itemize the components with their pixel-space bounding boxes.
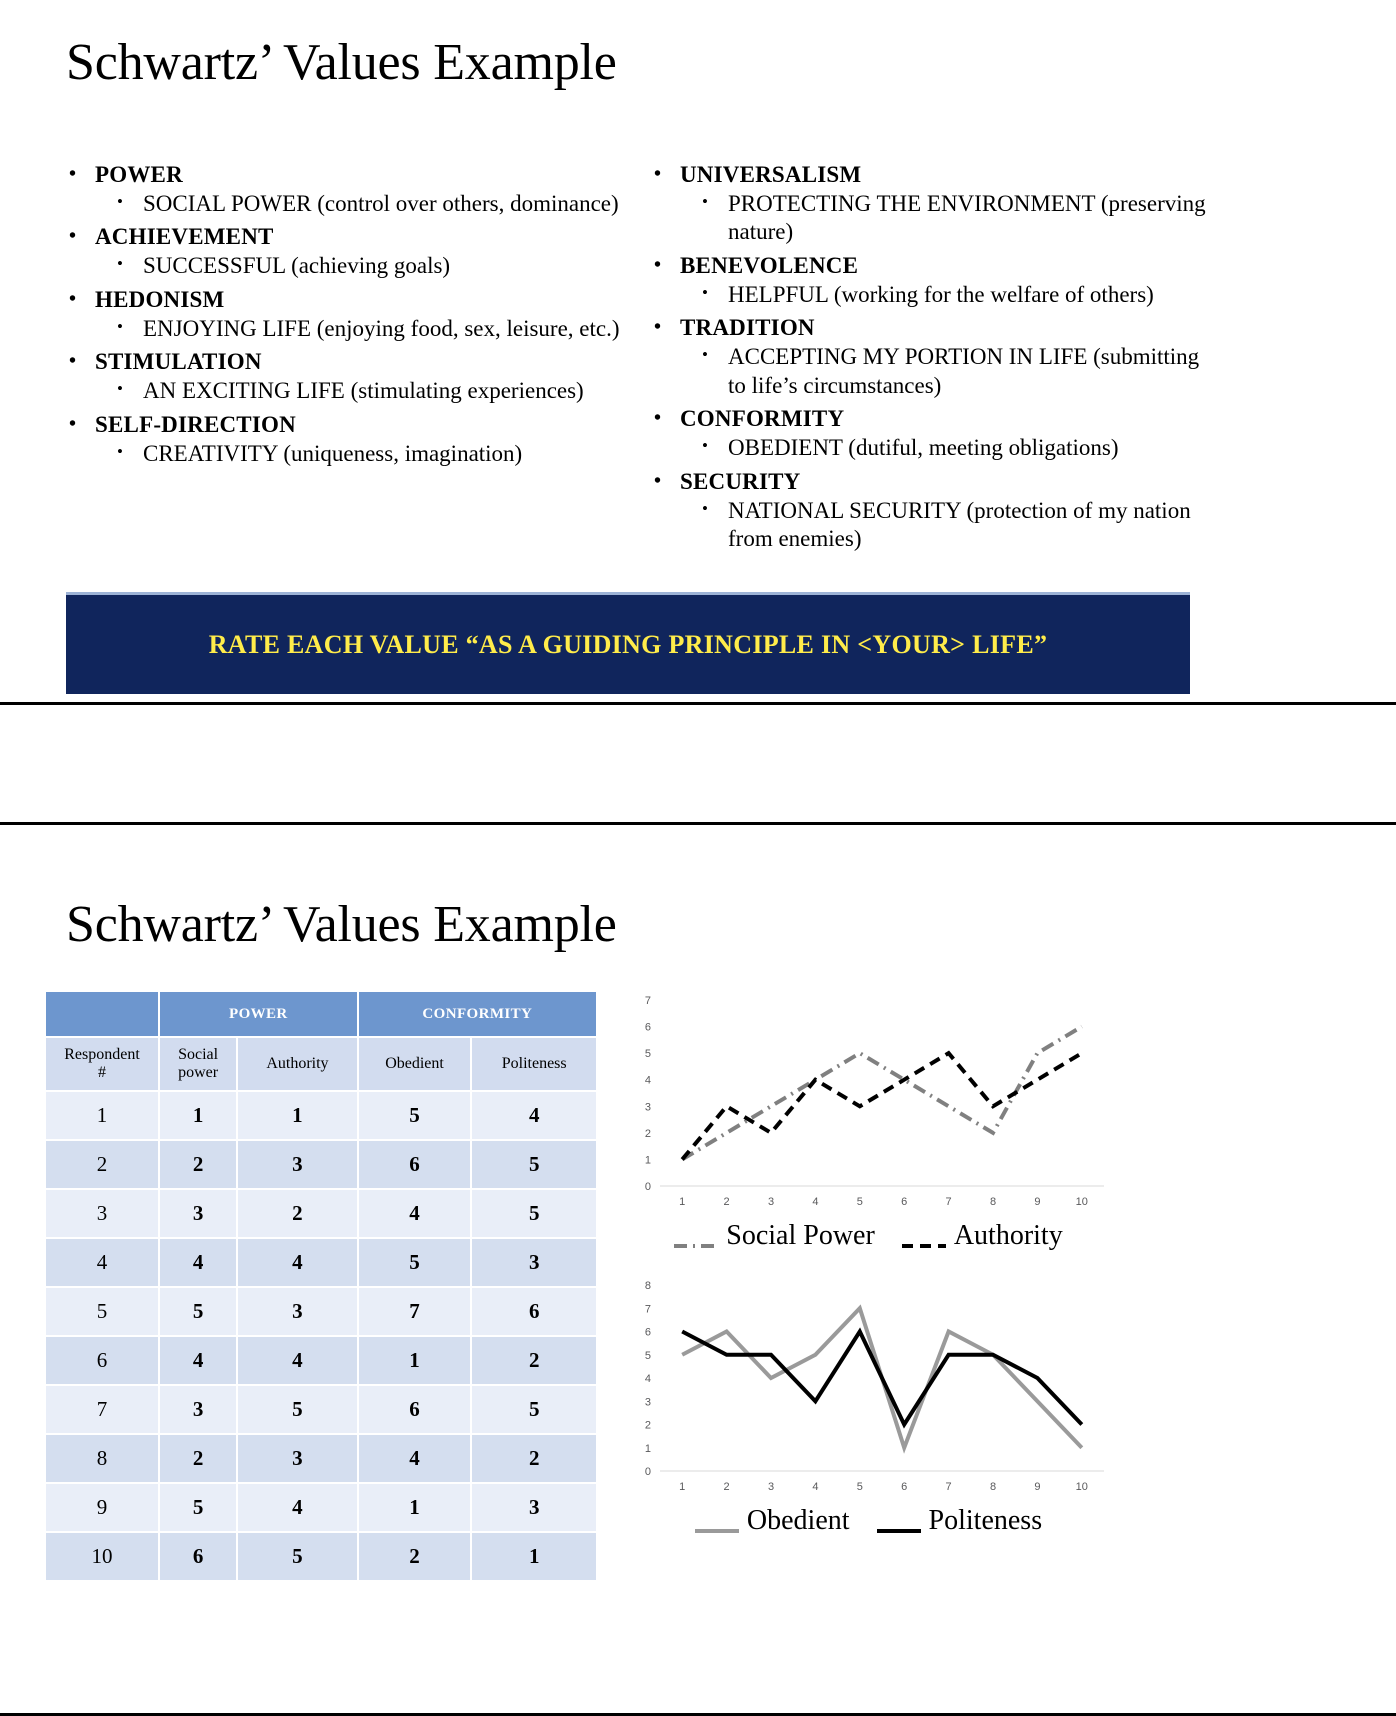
x-axis-tick-label: 9 (1034, 1481, 1041, 1493)
x-axis-tick-label: 2 (723, 1196, 730, 1208)
table-cell-value: 6 (359, 1141, 471, 1188)
table-cell-respondent: 10 (46, 1533, 158, 1580)
x-axis-tick-label: 4 (812, 1481, 819, 1493)
value-group (640, 404, 1220, 462)
table-cell-value: 2 (160, 1141, 236, 1188)
value-item-text: • ACCEPTING MY PORTION IN LIFE (submitting to life’s circumstances) (728, 343, 1220, 400)
legend-line-icon (876, 1524, 922, 1538)
value-group (640, 313, 1220, 400)
list-item (680, 434, 1220, 463)
table-cell-value: 2 (472, 1435, 596, 1482)
x-axis-tick-label: 1 (679, 1481, 686, 1493)
value-item-text: • HELPFUL (working for the welfare of others) (728, 281, 1220, 310)
table-cell-value: 6 (160, 1533, 236, 1580)
value-group (55, 347, 635, 405)
series-line-social-power (682, 1027, 1082, 1160)
table-cell-value: 2 (472, 1337, 596, 1384)
value-group-items (95, 377, 635, 406)
table-row (46, 1141, 596, 1188)
table-cell-value: 4 (472, 1092, 596, 1139)
list-item (680, 497, 1220, 554)
x-axis-tick-label: 7 (945, 1481, 952, 1493)
table-cell-respondent: 8 (46, 1435, 158, 1482)
list-item (95, 315, 635, 344)
value-group-heading: • BENEVOLENCE (680, 251, 1220, 281)
value-group-items (95, 315, 635, 344)
table-cell-value: 5 (472, 1190, 596, 1237)
value-group-items (680, 281, 1220, 310)
list-item (95, 440, 635, 469)
legend-swatch (673, 1229, 719, 1243)
value-item-text: • ENJOYING LIFE (enjoying food, sex, leisure, etc.) (143, 315, 635, 344)
value-item-text: • PROTECTING THE ENVIRONMENT (preserving nature) (728, 190, 1220, 247)
value-group (55, 285, 635, 343)
table-row (46, 1190, 596, 1237)
values-left-column (55, 160, 635, 558)
power-ratings-chart (618, 990, 1118, 1280)
table-cell-value: 2 (359, 1533, 471, 1580)
table-column-header: Politeness (472, 1038, 596, 1090)
slide-schwartz-values-table (0, 825, 1396, 1716)
x-axis-tick-label: 7 (945, 1196, 952, 1208)
legend-swatch (694, 1514, 740, 1528)
legend-swatch (876, 1514, 922, 1528)
table-cell-value: 3 (472, 1239, 596, 1286)
value-group-heading: • SELF-DIRECTION (95, 410, 635, 440)
table-cell-value: 6 (472, 1288, 596, 1335)
values-list-left (55, 160, 635, 468)
value-group-items (680, 343, 1220, 400)
table-cell-value: 1 (160, 1092, 236, 1139)
value-item-text: • SUCCESSFUL (achieving goals) (143, 252, 635, 281)
table-cell-value: 2 (238, 1190, 357, 1237)
legend-label: Obedient (746, 1505, 850, 1536)
table-group-header-blank (46, 992, 158, 1036)
x-axis-tick-label: 9 (1034, 1196, 1041, 1208)
y-axis-tick-label: 0 (644, 1181, 651, 1193)
y-axis-tick-label: 6 (644, 1021, 651, 1034)
y-axis-tick-label: 2 (644, 1127, 651, 1140)
y-axis-tick-label: 4 (644, 1373, 651, 1385)
value-group (55, 410, 635, 468)
legend-item (694, 1505, 850, 1537)
value-group (640, 251, 1220, 309)
x-axis-tick-label: 8 (989, 1481, 997, 1493)
table-cell-value: 1 (359, 1337, 471, 1384)
page-title: Schwartz’ Values Example (66, 34, 617, 91)
y-axis-tick-label: 5 (644, 1349, 651, 1362)
list-item (95, 252, 635, 281)
table-group-header-row (46, 992, 596, 1036)
table-cell-respondent: 6 (46, 1337, 158, 1384)
table-group-header: CONFORMITY (359, 992, 596, 1036)
table-cell-value: 1 (359, 1484, 471, 1531)
value-item-text: • OBEDIENT (dutiful, meeting obligations) (728, 434, 1220, 463)
slide-schwartz-values-list (0, 0, 1396, 765)
legend-line-icon (901, 1239, 947, 1253)
table-cell-value: 7 (359, 1288, 471, 1335)
y-axis-tick-label: 3 (644, 1396, 651, 1409)
value-group-items (680, 434, 1220, 463)
table-cell-respondent: 5 (46, 1288, 158, 1335)
line-chart-svg (618, 990, 1118, 1220)
table-row (46, 1092, 596, 1139)
legend-label: Social Power (726, 1220, 875, 1251)
x-axis-tick-label: 1 (679, 1196, 686, 1208)
table-cell-value: 1 (472, 1533, 596, 1580)
y-axis-tick-label: 1 (644, 1442, 651, 1455)
legend-line-icon (673, 1239, 719, 1253)
table-group-header: POWER (160, 992, 357, 1036)
series-line-authority (682, 1053, 1082, 1159)
value-group-heading: • SECURITY (680, 467, 1220, 497)
value-group-heading: • HEDONISM (95, 285, 635, 315)
table-row (46, 1337, 596, 1384)
table-cell-value: 4 (238, 1484, 357, 1531)
value-group-heading: • CONFORMITY (680, 404, 1220, 434)
value-group (640, 160, 1220, 247)
x-axis-tick-label: 2 (723, 1481, 730, 1493)
x-axis-tick-label: 3 (767, 1196, 775, 1208)
table-column-header: Respondent # (46, 1038, 158, 1090)
x-axis-tick-label: 4 (812, 1196, 819, 1208)
legend-swatch (901, 1229, 947, 1243)
legend-item (673, 1220, 875, 1252)
x-axis-tick-label: 6 (901, 1196, 908, 1208)
y-axis-tick-label: 7 (644, 995, 651, 1007)
list-item (95, 377, 635, 406)
value-group-heading: • UNIVERSALISM (680, 160, 1220, 190)
line-chart-svg (618, 1275, 1118, 1505)
table-row (46, 1386, 596, 1433)
value-group-items (95, 440, 635, 469)
table-column-header: Obedient (359, 1038, 471, 1090)
conformity-ratings-chart (618, 1275, 1118, 1565)
table-cell-value: 5 (160, 1484, 236, 1531)
table-cell-value: 5 (238, 1386, 357, 1433)
value-group-items (95, 252, 635, 281)
legend-label: Politeness (928, 1505, 1043, 1536)
value-item-text: • CREATIVITY (uniqueness, imagination) (143, 440, 635, 469)
respondent-ratings-table (44, 990, 598, 1582)
value-item-text: • SOCIAL POWER (control over others, dominance) (143, 190, 635, 219)
table-cell-value: 5 (472, 1386, 596, 1433)
table-cell-value: 5 (160, 1288, 236, 1335)
legend-label: Authority (953, 1220, 1063, 1251)
table-cell-value: 3 (160, 1190, 236, 1237)
y-axis-tick-label: 4 (644, 1074, 651, 1087)
x-axis-tick-label: 5 (856, 1481, 863, 1493)
rate-values-banner (66, 592, 1190, 694)
table-cell-value: 3 (472, 1484, 596, 1531)
table-cell-respondent: 3 (46, 1190, 158, 1237)
table-row (46, 1484, 596, 1531)
table-column-header-row (46, 1038, 596, 1090)
table-row (46, 1288, 596, 1335)
table-cell-value: 1 (238, 1092, 357, 1139)
x-axis-tick-label: 10 (1075, 1196, 1088, 1208)
table-cell-value: 4 (238, 1239, 357, 1286)
legend-line-icon (694, 1524, 740, 1538)
legend-item (901, 1220, 1063, 1252)
table-cell-value: 4 (160, 1337, 236, 1384)
slide-divider-top (0, 702, 1396, 705)
value-group-heading: • POWER (95, 160, 635, 190)
chart-legend (618, 1505, 1118, 1537)
value-group-heading: • STIMULATION (95, 347, 635, 377)
list-item (680, 343, 1220, 400)
table-cell-value: 2 (160, 1435, 236, 1482)
table-cell-value: 6 (359, 1386, 471, 1433)
values-columns (0, 160, 1396, 558)
value-group-heading: • ACHIEVEMENT (95, 222, 635, 252)
y-axis-tick-label: 1 (644, 1154, 651, 1167)
table-cell-value: 3 (238, 1141, 357, 1188)
y-axis-tick-label: 0 (644, 1466, 651, 1478)
table-column-header: Authority (238, 1038, 357, 1090)
value-group-heading: • TRADITION (680, 313, 1220, 343)
list-item (680, 190, 1220, 247)
table-cell-value: 3 (160, 1386, 236, 1433)
page-title-2: Schwartz’ Values Example (66, 896, 617, 953)
value-item-text: • NATIONAL SECURITY (protection of my nation from enemies) (728, 497, 1220, 554)
values-right-column (640, 160, 1220, 558)
x-axis-tick-label: 3 (767, 1481, 775, 1493)
table-row (46, 1435, 596, 1482)
y-axis-tick-label: 3 (644, 1101, 651, 1114)
table-cell-respondent: 1 (46, 1092, 158, 1139)
chart-legend (618, 1220, 1118, 1252)
table-cell-value: 5 (238, 1533, 357, 1580)
value-group (640, 467, 1220, 554)
table-cell-value: 3 (238, 1435, 357, 1482)
table-cell-value: 3 (238, 1288, 357, 1335)
table-cell-value: 4 (238, 1337, 357, 1384)
value-group-items (95, 190, 635, 219)
value-group (55, 160, 635, 218)
list-item (680, 281, 1220, 310)
x-axis-tick-label: 6 (901, 1481, 908, 1493)
value-group-items (680, 497, 1220, 554)
table-column-header: Social power (160, 1038, 236, 1090)
table-cell-respondent: 9 (46, 1484, 158, 1531)
table-cell-value: 5 (359, 1239, 471, 1286)
value-group-items (680, 190, 1220, 247)
banner-text: RATE EACH VALUE “AS A GUIDING PRINCIPLE IN <YOUR> LIFE” (208, 629, 1048, 659)
table-cell-value: 4 (160, 1239, 236, 1286)
y-axis-tick-label: 5 (644, 1048, 651, 1061)
x-axis-tick-label: 8 (989, 1196, 997, 1208)
table-cell-value: 5 (359, 1092, 471, 1139)
table-cell-respondent: 4 (46, 1239, 158, 1286)
value-group (55, 222, 635, 280)
table-cell-respondent: 7 (46, 1386, 158, 1433)
table-cell-respondent: 2 (46, 1141, 158, 1188)
list-item (95, 190, 635, 219)
y-axis-tick-label: 2 (644, 1419, 651, 1432)
table-cell-value: 4 (359, 1435, 471, 1482)
table-cell-value: 5 (472, 1141, 596, 1188)
table-row (46, 1239, 596, 1286)
x-axis-tick-label: 5 (856, 1196, 863, 1208)
values-list-right (640, 160, 1220, 554)
y-axis-tick-label: 7 (644, 1303, 651, 1316)
table-cell-value: 4 (359, 1190, 471, 1237)
value-item-text: • AN EXCITING LIFE (stimulating experiences) (143, 377, 635, 406)
legend-item (876, 1505, 1043, 1537)
y-axis-tick-label: 8 (644, 1280, 651, 1292)
x-axis-tick-label: 10 (1075, 1481, 1088, 1493)
table-row (46, 1533, 596, 1580)
y-axis-tick-label: 6 (644, 1326, 651, 1339)
